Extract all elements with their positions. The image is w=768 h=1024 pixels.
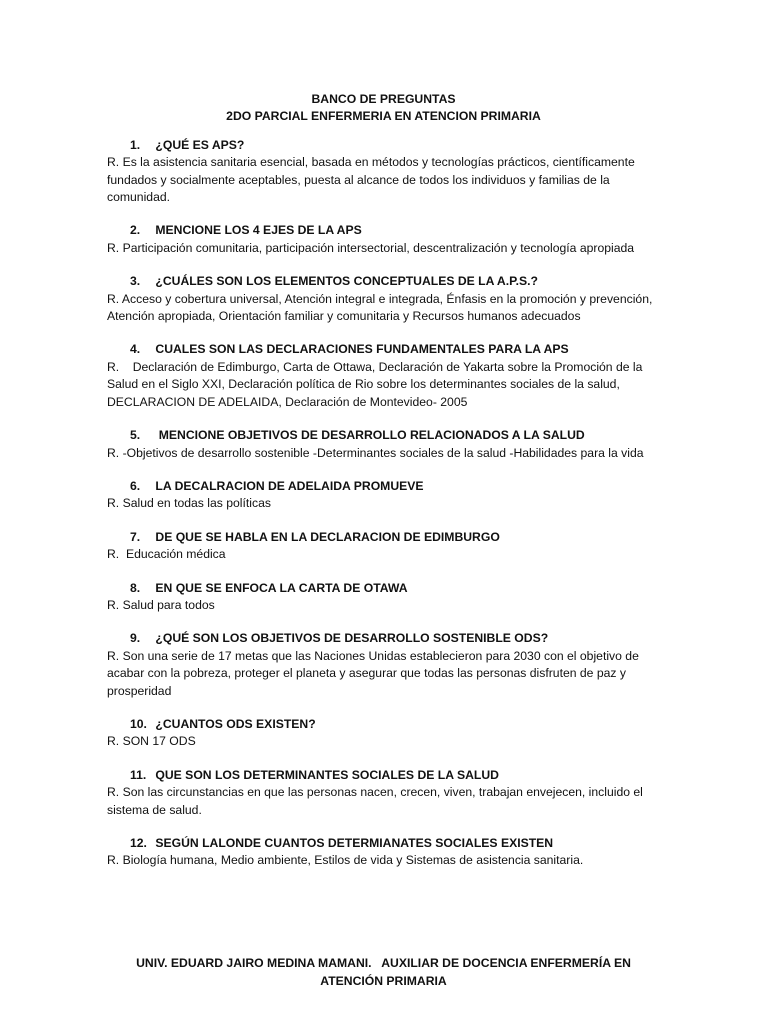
question-text: QUE SON LOS DETERMINANTES SOCIALES DE LA SALUD: [155, 767, 499, 782]
qa-item-12: [107, 835, 660, 870]
question-11: [107, 767, 660, 784]
question-4: [107, 341, 660, 358]
question-number: 4.: [130, 342, 141, 357]
question-text: ¿QUÉ SON LOS OBJETIVOS DE DESARROLLO SOSTENIBLE ODS?: [155, 631, 549, 646]
question-number: 3.: [130, 274, 141, 289]
question-number: 8.: [130, 580, 141, 595]
question-text: ¿QUÉ ES APS?: [155, 137, 245, 152]
document-footer: UNIV. EDUARD JAIRO MEDINA MAMANI. AUXILIAR DE DOCENCIA ENFERMERÍA EN ATENCIÓN PRIMARIA: [136, 956, 634, 988]
question-text: ¿CUÁLES SON LOS ELEMENTOS CONCEPTUALES DE LA A.P.S.?: [155, 274, 538, 289]
question-number: 6.: [130, 478, 141, 493]
question-5: [107, 427, 660, 444]
question-text: LA DECALRACION DE ADELAIDA PROMUEVE: [155, 478, 424, 493]
answer-3: R. Acceso y cobertura universal, Atención integral e integrada, Énfasis en la promoción y prevención, Atención apropiada, Orientación familiar y comunitaria y Recursos humanos adecuados: [107, 291, 653, 324]
qa-item-1: [107, 137, 660, 207]
document-title: BANCO DE PREGUNTAS: [311, 92, 456, 106]
question-text: EN QUE SE ENFOCA LA CARTA DE OTAWA: [155, 580, 408, 595]
qa-item-7: [107, 529, 660, 564]
question-7: [107, 529, 660, 546]
answer-4: R. Declaración de Edimburgo, Carta de Ottawa, Declaración de Yakarta sobre la Promoción de la Salud en el Siglo XXI, Declaración política de Rio sobre los determinantes sociales de la salud, DECLARACION DE ADELAIDA, Declaración de Montevideo- 2005: [107, 359, 646, 409]
question-text: DE QUE SE HABLA EN LA DECLARACION DE EDIMBURGO: [155, 529, 500, 544]
question-2: [107, 222, 660, 239]
document-subtitle: 2DO PARCIAL ENFERMERIA EN ATENCION PRIMARIA: [226, 109, 541, 124]
question-6: [107, 478, 660, 495]
answer-9: R. Son una serie de 17 metas que las Naciones Unidas establecieron para 2030 con el objetivo de acabar con la pobreza, proteger el planeta y asegurar que todas las personas disfruten de paz y prosperidad: [107, 648, 639, 698]
answer-11: R. Son las circunstancias en que las personas nacen, crecen, viven, trabajan envejecen, incluido el sistema de salud.: [107, 785, 643, 817]
question-number: 2.: [130, 223, 141, 238]
question-3: [107, 273, 660, 290]
answer-5: R. -Objetivos de desarrollo sostenible -Determinantes sociales de la salud -Habilidades para la vida: [107, 445, 644, 460]
question-number: 5.: [130, 428, 141, 443]
question-number: 11.: [130, 767, 147, 782]
question-number: 7.: [130, 529, 141, 544]
question-text: CUALES SON LAS DECLARACIONES FUNDAMENTALES PARA LA APS: [155, 342, 569, 357]
qa-item-6: [107, 478, 660, 513]
answer-6: R. Salud en todas las políticas: [107, 496, 271, 511]
answer-8: R. Salud para todos: [107, 597, 215, 612]
answer-2: R. Participación comunitaria, participación intersectorial, descentralización y tecnología apropiada: [107, 240, 635, 255]
qa-item-9: [107, 630, 660, 700]
question-number: 1.: [130, 137, 141, 152]
qa-item-10: [107, 716, 660, 751]
question-number: 12.: [130, 836, 147, 850]
question-text: MENCIONE LOS 4 EJES DE LA APS: [155, 223, 362, 238]
answer-10: R. SON 17 ODS: [107, 734, 196, 749]
question-1: [107, 137, 660, 154]
qa-item-8: [107, 580, 660, 615]
question-10: [107, 716, 660, 733]
answer-1: R. Es la asistencia sanitaria esencial, basada en métodos y tecnologías prácticos, científicamente fundados y socialmente aceptables, puesta al alcance de todos los individuos y familias de la comunidad.: [107, 155, 635, 205]
question-text: MENCIONE OBJETIVOS DE DESARROLLO RELACIONADOS A LA SALUD: [155, 428, 585, 443]
question-text: SEGÚN LALONDE CUANTOS DETERMIANATES SOCIALES EXISTEN: [155, 836, 554, 850]
qa-item-4: [107, 341, 660, 411]
qa-item-11: [107, 767, 660, 819]
qa-item-5: [107, 427, 660, 462]
question-9: [107, 630, 660, 647]
question-number: 10.: [130, 716, 147, 731]
question-8: [107, 580, 660, 597]
answer-12: R. Biología humana, Medio ambiente, Estilos de vida y Sistemas de asistencia sanitaria.: [107, 853, 584, 868]
question-text: ¿CUANTOS ODS EXISTEN?: [155, 716, 316, 731]
answer-7: R. Educación médica: [107, 547, 226, 562]
qa-item-3: [107, 273, 660, 325]
question-number: 9.: [130, 631, 141, 646]
qa-item-2: [107, 222, 660, 257]
question-12: [107, 835, 660, 852]
